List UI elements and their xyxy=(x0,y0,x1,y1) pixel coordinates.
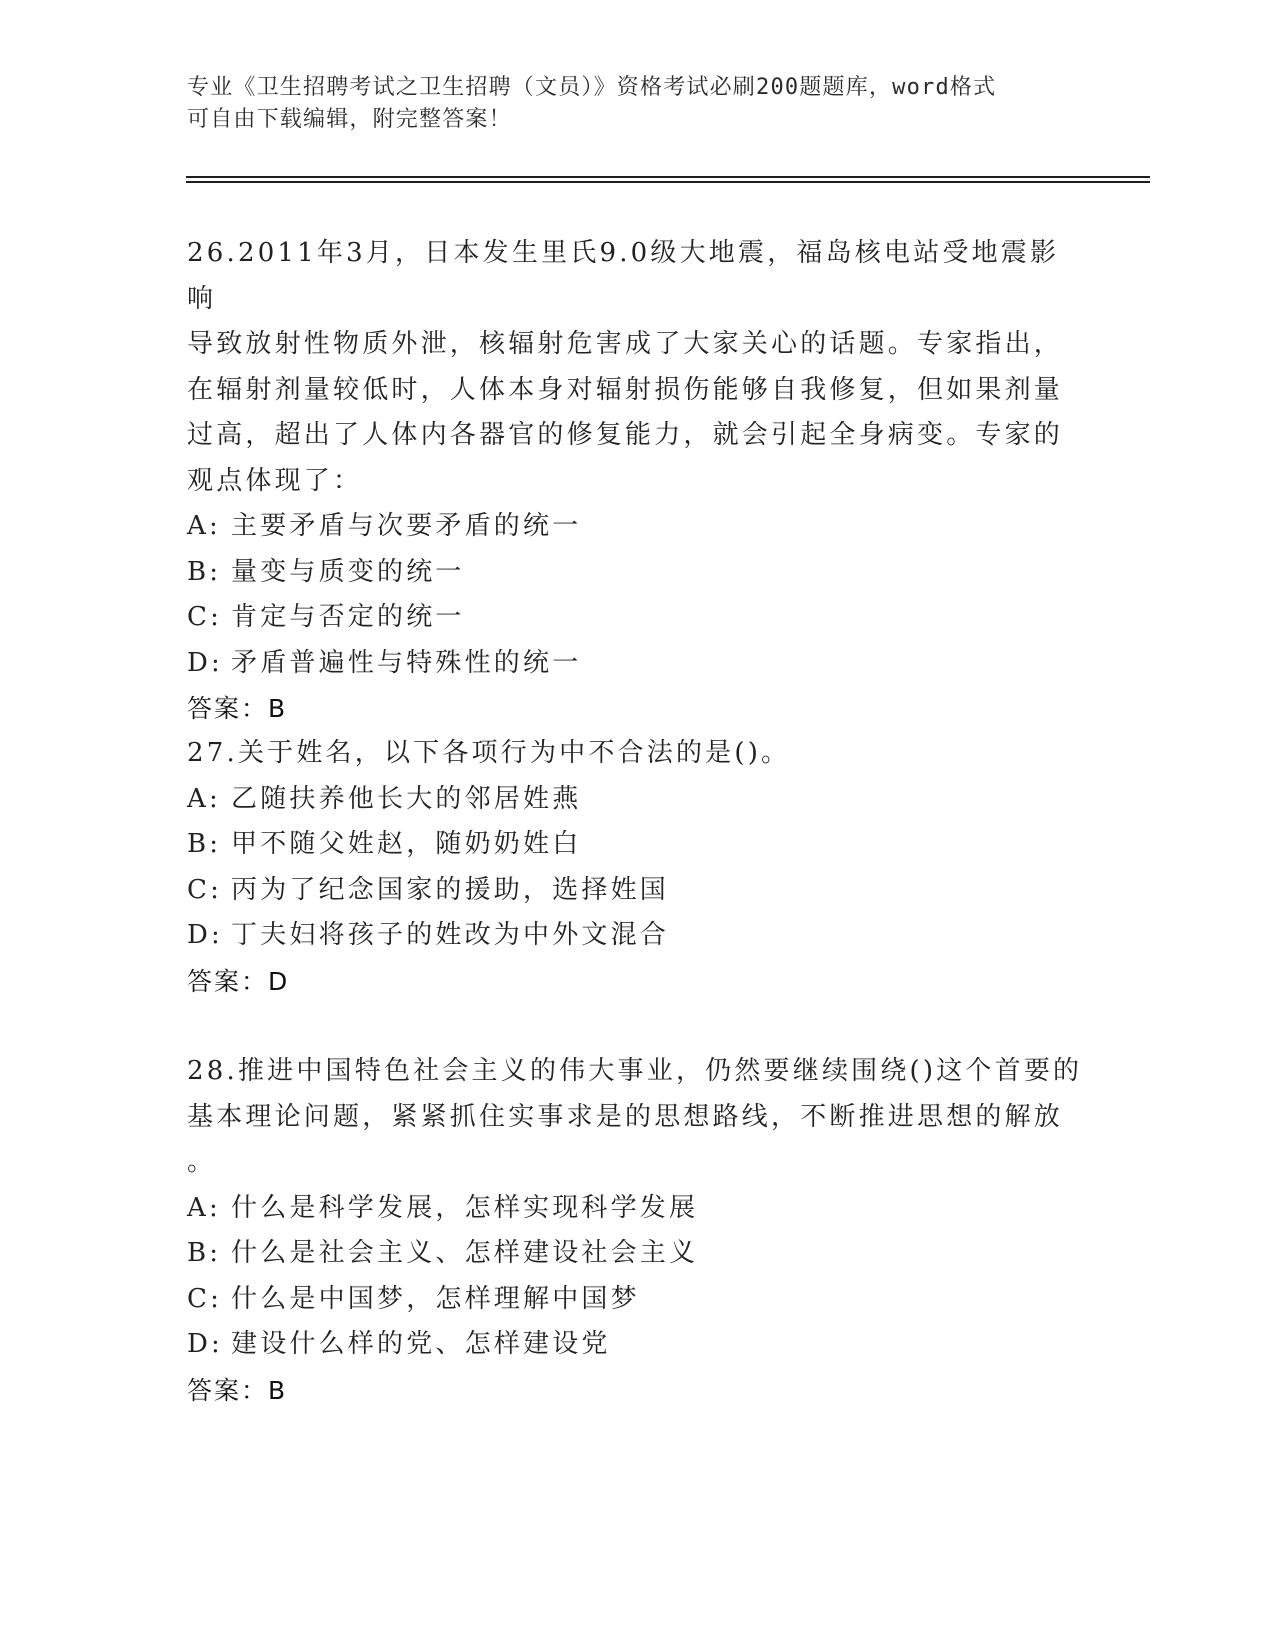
option-b xyxy=(187,1231,1087,1277)
option-letter: A: xyxy=(187,1192,221,1223)
option-letter: A: xyxy=(187,511,221,541)
option-text: 乙随扶养他长大的邻居姓燕 xyxy=(231,783,582,814)
question-27 xyxy=(187,731,1087,1004)
question-28 xyxy=(187,1049,1087,1413)
option-d xyxy=(187,641,1087,687)
option-d xyxy=(187,913,1087,959)
option-letter: C: xyxy=(187,1283,223,1314)
answer-line: 答案：D xyxy=(187,966,290,996)
option-text: 丙为了纪念国家的援助，选择姓国 xyxy=(231,874,670,905)
question-stem: 28.推进中国特色社会主义的伟大事业，仍然要继续围绕()这个首要的 基本理论问题，紧紧抓住实事求是的思想路线，不断推进思想的解放 。 xyxy=(187,1056,1083,1177)
option-letter: C: xyxy=(187,602,223,632)
option-text: 什么是科学发展，怎样实现科学发展 xyxy=(231,1192,699,1223)
option-text: 量变与质变的统一 xyxy=(231,556,465,587)
question-26 xyxy=(187,231,1087,732)
option-a xyxy=(187,1186,1087,1232)
answer-line: 答案：B xyxy=(187,1375,288,1405)
option-letter: C: xyxy=(187,874,223,905)
header-line-2: 可自由下载编辑，附完整答案！ xyxy=(187,107,512,132)
option-c xyxy=(187,868,1087,914)
option-letter: A: xyxy=(187,783,221,814)
option-text: 主要矛盾与次要矛盾的统一 xyxy=(231,511,582,541)
option-text: 丁夫妇将孩子的姓改为中外文混合 xyxy=(231,920,670,950)
option-letter: D: xyxy=(187,1329,224,1359)
document-header xyxy=(187,72,1087,136)
option-a xyxy=(187,777,1087,823)
option-text: 矛盾普遍性与特殊性的统一 xyxy=(231,647,582,678)
option-text: 甲不随父姓赵，随奶奶姓白 xyxy=(231,829,582,859)
option-text: 肯定与否定的统一 xyxy=(231,602,465,632)
question-stem: 26.2011年3月，日本发生里氏9.0级大地震，福岛核电站受地震影响 导致放射性物质外泄，核辐射危害成了大家关心的话题。专家指出， 在辐射剂量较低时，人体本身对辐射损伤能够自我修复，但如果剂量 过高，超出了人体内各器官的修复能力，就会引起全身病变。专家的 观点体现了： xyxy=(187,238,1064,496)
header-divider-top xyxy=(186,176,1150,178)
option-letter: B: xyxy=(187,1238,222,1268)
option-letter: B: xyxy=(187,556,222,587)
option-text: 什么是中国梦，怎样理解中国梦 xyxy=(231,1283,640,1314)
option-c xyxy=(187,1277,1087,1323)
option-letter: D: xyxy=(187,647,224,678)
question-stem: 27.关于姓名，以下各项行为中不合法的是()。 xyxy=(187,738,791,768)
header-divider-bottom xyxy=(186,181,1150,183)
option-a xyxy=(187,504,1087,550)
option-letter: D: xyxy=(187,920,224,950)
option-b xyxy=(187,822,1087,868)
answer-line: 答案：B xyxy=(187,694,288,723)
header-line-1: 专业《卫生招聘考试之卫生招聘（文员）》资格考试必刷200题题库，word格式 xyxy=(187,75,997,100)
option-b xyxy=(187,550,1087,596)
option-c xyxy=(187,595,1087,641)
option-text: 建设什么样的党、怎样建设党 xyxy=(231,1329,611,1359)
option-text: 什么是社会主义、怎样建设社会主义 xyxy=(231,1238,699,1268)
option-letter: B: xyxy=(187,829,222,859)
option-d xyxy=(187,1322,1087,1368)
